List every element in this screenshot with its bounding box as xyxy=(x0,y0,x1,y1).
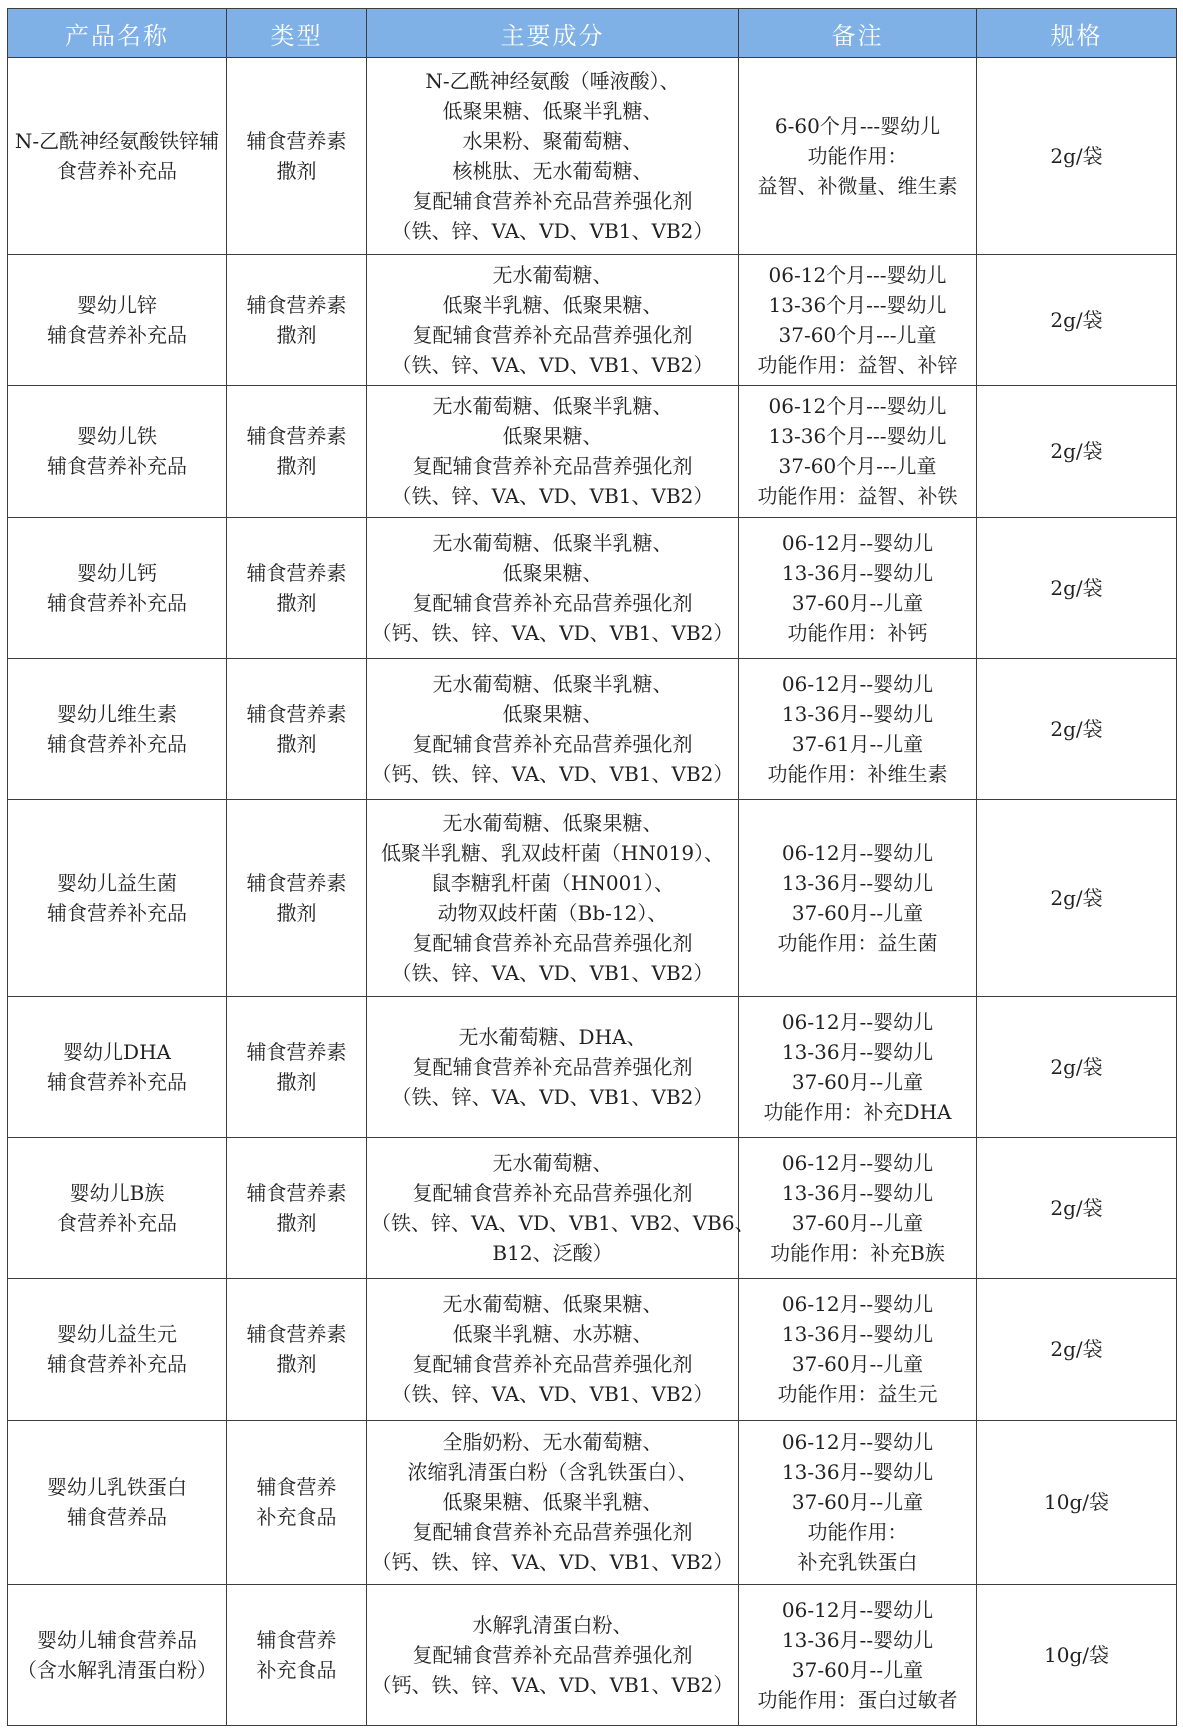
product-name-line: 婴幼儿铁 xyxy=(77,424,157,449)
ingredients-line: 复配辅食营养补充品营养强化剂 xyxy=(412,731,693,756)
product-name-cell xyxy=(8,58,227,255)
ingredients-line: 核桃肽、无水葡萄糖、 xyxy=(452,158,653,183)
product-name-cell xyxy=(8,1420,227,1584)
product-name-line: （含水解乳清蛋白粉） xyxy=(17,1657,217,1682)
product-name-cell xyxy=(8,1138,227,1279)
ingredients-cell xyxy=(367,1420,739,1584)
spec-cell: 10g/袋 xyxy=(977,1584,1177,1725)
ingredients-line: （铁、锌、VA、VD、VB1、VB2） xyxy=(391,352,714,377)
ingredients-line: 无水葡萄糖、低聚果糖、 xyxy=(442,810,663,835)
notes-cell xyxy=(739,800,977,997)
ingredients-line: 低聚果糖、低聚半乳糖、 xyxy=(442,98,663,123)
type-line: 补充食品 xyxy=(256,1505,337,1530)
header-notes: 备注 xyxy=(739,9,977,58)
type-line: 撒剂 xyxy=(276,731,317,756)
type-line: 撒剂 xyxy=(276,1211,317,1236)
notes-line: 06-12月--婴幼儿 xyxy=(781,671,934,696)
ingredients-line: （铁、锌、VA、VD、VB1、VB2） xyxy=(391,1084,714,1109)
type-cell xyxy=(227,254,367,385)
notes-cell xyxy=(739,996,977,1137)
notes-line: 06-12月--婴幼儿 xyxy=(781,1597,934,1622)
ingredients-cell xyxy=(367,386,739,517)
table-row xyxy=(8,254,1177,385)
spec-cell: 10g/袋 xyxy=(977,1420,1177,1584)
table-row xyxy=(8,1584,1177,1725)
notes-line: 13-36个月---婴幼儿 xyxy=(768,292,947,317)
header-type: 类型 xyxy=(227,9,367,58)
ingredients-line: 浓缩乳清蛋白粉（含乳铁蛋白）、 xyxy=(407,1460,698,1485)
notes-line: 益智、补微量、维生素 xyxy=(757,173,958,198)
spec-cell: 2g/袋 xyxy=(977,1279,1177,1420)
notes-line: 功能作用： xyxy=(807,1520,908,1545)
ingredients-line: （钙、铁、锌、VA、VD、VB1、VB2） xyxy=(371,620,734,645)
type-cell xyxy=(227,996,367,1137)
product-name-cell xyxy=(8,1584,227,1725)
ingredients-line: 复配辅食营养补充品营养强化剂 xyxy=(412,590,693,615)
type-cell xyxy=(227,1138,367,1279)
ingredients-line: 无水葡萄糖、低聚半乳糖、 xyxy=(432,671,673,696)
type-line: 撒剂 xyxy=(276,900,317,925)
notes-line: 37-60月--儿童 xyxy=(791,1211,924,1236)
product-name-line: 婴幼儿钙 xyxy=(77,560,157,585)
ingredients-cell xyxy=(367,1138,755,1279)
spec-cell: 2g/袋 xyxy=(977,386,1177,517)
type-line: 补充食品 xyxy=(256,1657,337,1682)
table-header-row xyxy=(8,9,1177,58)
product-name-line: 辅食营养品 xyxy=(67,1505,167,1530)
ingredients-line: 低聚半乳糖、乳双歧杆菌（HN019）、 xyxy=(380,840,725,865)
notes-cell xyxy=(739,1138,977,1279)
product-name-line: 婴幼儿DHA xyxy=(63,1039,171,1064)
product-name-cell xyxy=(8,996,227,1137)
table-row xyxy=(8,800,1177,997)
type-cell xyxy=(227,658,367,799)
ingredients-line: 低聚果糖、 xyxy=(502,560,603,585)
ingredients-line: （钙、铁、锌、VA、VD、VB1、VB2） xyxy=(371,761,734,786)
spec-cell: 2g/袋 xyxy=(977,658,1177,799)
type-line: 撒剂 xyxy=(276,1069,317,1094)
product-name-line: 婴幼儿益生菌 xyxy=(57,870,177,895)
table-row xyxy=(8,58,1177,255)
notes-line: 06-12月--婴幼儿 xyxy=(781,1151,934,1176)
spec-cell: 2g/袋 xyxy=(977,254,1177,385)
notes-line: 06-12月--婴幼儿 xyxy=(781,1292,934,1317)
type-line: 撒剂 xyxy=(276,590,317,615)
type-line: 撒剂 xyxy=(276,322,317,347)
spec-cell: 2g/袋 xyxy=(977,517,1177,658)
notes-cell xyxy=(739,1279,977,1420)
notes-line: 功能作用：补维生素 xyxy=(767,761,948,786)
product-name-line: 辅食营养补充品 xyxy=(47,1069,187,1094)
table-row xyxy=(8,1420,1177,1584)
notes-cell xyxy=(739,58,977,255)
type-line: 撒剂 xyxy=(276,1352,317,1377)
product-name-cell xyxy=(8,1279,227,1420)
notes-line: 13-36个月---婴幼儿 xyxy=(768,424,947,449)
ingredients-line: N-乙酰神经氨酸（唾液酸）、 xyxy=(425,68,680,93)
ingredients-line: 水解乳清蛋白粉、 xyxy=(472,1612,633,1637)
ingredients-line: 低聚果糖、 xyxy=(502,424,603,449)
ingredients-line: B12、泛酸） xyxy=(492,1241,613,1266)
ingredients-line: 全脂奶粉、无水葡萄糖、 xyxy=(442,1430,663,1455)
type-cell xyxy=(227,1584,367,1725)
notes-line: 37-60月--儿童 xyxy=(791,1352,924,1377)
ingredients-line: （铁、锌、VA、VD、VB1、VB2） xyxy=(391,960,714,985)
notes-line: 37-60个月---儿童 xyxy=(778,454,937,479)
product-name-line: 婴幼儿维生素 xyxy=(57,701,177,726)
notes-line: 06-12月--婴幼儿 xyxy=(781,1009,934,1034)
table-row xyxy=(8,517,1177,658)
ingredients-line: 无水葡萄糖、低聚半乳糖、 xyxy=(432,530,673,555)
ingredients-line: （钙、铁、锌、VA、VD、VB1、VB2） xyxy=(371,1672,734,1697)
ingredients-cell xyxy=(367,996,739,1137)
type-cell xyxy=(227,800,367,997)
spec-cell: 2g/袋 xyxy=(977,1138,1177,1279)
spec-cell: 2g/袋 xyxy=(977,800,1177,997)
ingredients-line: 鼠李糖乳杆菌（HN001）、 xyxy=(430,870,675,895)
product-name-cell xyxy=(8,254,227,385)
ingredients-line: 动物双歧杆菌（Bb-12）、 xyxy=(437,900,668,925)
ingredients-line: 复配辅食营养补充品营养强化剂 xyxy=(412,1352,693,1377)
ingredients-line: 无水葡萄糖、 xyxy=(492,262,613,287)
ingredients-cell xyxy=(367,1584,739,1725)
type-cell xyxy=(227,517,367,658)
notes-line: 功能作用：益生菌 xyxy=(777,930,938,955)
ingredients-line: 复配辅食营养补充品营养强化剂 xyxy=(412,930,693,955)
type-line: 辅食营养 xyxy=(256,1627,337,1652)
notes-line: 13-36月--婴幼儿 xyxy=(781,1322,934,1347)
notes-line: 37-60月--儿童 xyxy=(791,1657,924,1682)
table-row xyxy=(8,1138,1177,1279)
type-cell xyxy=(227,386,367,517)
table-row xyxy=(8,996,1177,1137)
product-name-line: 辅食营养补充品 xyxy=(47,731,187,756)
notes-cell xyxy=(739,254,977,385)
type-line: 撒剂 xyxy=(276,158,317,183)
ingredients-line: 无水葡萄糖、DHA、 xyxy=(458,1024,647,1049)
notes-line: 13-36月--婴幼儿 xyxy=(781,1627,934,1652)
ingredients-line: 复配辅食营养补充品营养强化剂 xyxy=(412,454,693,479)
ingredients-line: （钙、铁、锌、VA、VD、VB1、VB2） xyxy=(371,1550,734,1575)
header-ingredients: 主要成分 xyxy=(367,9,739,58)
ingredients-line: （铁、锌、VA、VD、VB1、VB2） xyxy=(391,218,714,243)
type-line: 辅食营养素 xyxy=(246,424,347,449)
ingredients-line: （铁、锌、VA、VD、VB1、VB2、VB6、 xyxy=(371,1211,755,1236)
notes-cell xyxy=(739,658,977,799)
notes-line: 06-12月--婴幼儿 xyxy=(781,530,934,555)
ingredients-cell xyxy=(367,1279,739,1420)
spec-cell: 2g/袋 xyxy=(977,996,1177,1137)
notes-line: 补充乳铁蛋白 xyxy=(797,1550,918,1575)
notes-line: 37-60月--儿童 xyxy=(791,590,924,615)
product-name-line: 辅食营养补充品 xyxy=(47,900,187,925)
product-name-line: 辅食营养补充品 xyxy=(47,322,187,347)
table-body xyxy=(8,58,1177,1726)
notes-line: 功能作用：补充DHA xyxy=(763,1099,952,1124)
table-row xyxy=(8,1279,1177,1420)
ingredients-line: 低聚半乳糖、水苏糖、 xyxy=(452,1322,653,1347)
notes-line: 功能作用： xyxy=(807,143,908,168)
notes-line: 功能作用：益智、补铁 xyxy=(757,484,958,509)
product-table xyxy=(7,8,1177,1726)
ingredients-line: 复配辅食营养补充品营养强化剂 xyxy=(412,322,693,347)
ingredients-line: 复配辅食营养补充品营养强化剂 xyxy=(412,1181,693,1206)
header-product-name: 产品名称 xyxy=(8,9,227,58)
table-row xyxy=(8,386,1177,517)
type-line: 辅食营养素 xyxy=(246,128,347,153)
product-name-line: 食营养补充品 xyxy=(57,1211,177,1236)
ingredients-line: 低聚果糖、低聚半乳糖、 xyxy=(442,1490,663,1515)
type-line: 撒剂 xyxy=(276,454,317,479)
ingredients-line: 复配辅食营养补充品营养强化剂 xyxy=(412,1054,693,1079)
ingredients-line: 无水葡萄糖、低聚果糖、 xyxy=(442,1292,663,1317)
product-name-cell xyxy=(8,386,227,517)
product-name-cell xyxy=(8,658,227,799)
notes-line: 功能作用：蛋白过敏者 xyxy=(757,1687,958,1712)
type-cell xyxy=(227,58,367,255)
notes-line: 6-60个月---婴幼儿 xyxy=(774,113,941,138)
header-spec: 规格 xyxy=(977,9,1177,58)
notes-line: 功能作用：补钙 xyxy=(787,620,928,645)
type-line: 辅食营养素 xyxy=(246,701,347,726)
table-row xyxy=(8,658,1177,799)
type-line: 辅食营养素 xyxy=(246,870,347,895)
notes-line: 13-36月--婴幼儿 xyxy=(781,1460,934,1485)
ingredients-cell xyxy=(367,800,739,997)
ingredients-cell xyxy=(367,254,739,385)
ingredients-line: 低聚半乳糖、低聚果糖、 xyxy=(442,292,663,317)
ingredients-line: 复配辅食营养补充品营养强化剂 xyxy=(412,188,693,213)
product-name-line: 辅食营养补充品 xyxy=(47,1352,187,1377)
product-name-line: 婴幼儿乳铁蛋白 xyxy=(47,1475,187,1500)
product-name-line: 婴幼儿B族 xyxy=(69,1181,165,1206)
notes-line: 37-60个月---儿童 xyxy=(778,322,937,347)
ingredients-cell xyxy=(367,658,739,799)
type-line: 辅食营养素 xyxy=(246,1322,347,1347)
notes-line: 13-36月--婴幼儿 xyxy=(781,1039,934,1064)
notes-cell xyxy=(739,517,977,658)
type-cell xyxy=(227,1279,367,1420)
notes-line: 13-36月--婴幼儿 xyxy=(781,870,934,895)
product-name-line: 婴幼儿辅食营养品 xyxy=(37,1627,197,1652)
notes-line: 37-61月--儿童 xyxy=(791,731,924,756)
ingredients-line: 复配辅食营养补充品营养强化剂 xyxy=(412,1642,693,1667)
ingredients-cell xyxy=(367,58,739,255)
notes-line: 13-36月--婴幼儿 xyxy=(781,701,934,726)
notes-cell xyxy=(739,1420,977,1584)
product-name-cell xyxy=(8,800,227,997)
notes-line: 功能作用：益生元 xyxy=(777,1382,938,1407)
product-name-line: 婴幼儿益生元 xyxy=(57,1322,177,1347)
notes-line: 13-36月--婴幼儿 xyxy=(781,1181,934,1206)
ingredients-line: 水果粉、聚葡萄糖、 xyxy=(462,128,643,153)
type-line: 辅食营养 xyxy=(256,1475,337,1500)
notes-line: 06-12月--婴幼儿 xyxy=(781,1430,934,1455)
product-name-cell xyxy=(8,517,227,658)
notes-cell xyxy=(739,1584,977,1725)
notes-line: 06-12个月---婴幼儿 xyxy=(768,394,947,419)
product-name-line: 婴幼儿锌 xyxy=(77,292,157,317)
type-line: 辅食营养素 xyxy=(246,1181,347,1206)
notes-line: 06-12个月---婴幼儿 xyxy=(768,262,947,287)
ingredients-line: 无水葡萄糖、低聚半乳糖、 xyxy=(432,394,673,419)
type-line: 辅食营养素 xyxy=(246,560,347,585)
notes-line: 功能作用：益智、补锌 xyxy=(757,352,958,377)
ingredients-line: （铁、锌、VA、VD、VB1、VB2） xyxy=(391,1382,714,1407)
product-name-line: N-乙酰神经氨酸铁锌辅食营养补充品 xyxy=(14,128,220,183)
spec-cell: 2g/袋 xyxy=(977,58,1177,255)
type-line: 辅食营养素 xyxy=(246,292,347,317)
product-name-line: 辅食营养补充品 xyxy=(47,590,187,615)
ingredients-line: 低聚果糖、 xyxy=(502,701,603,726)
ingredients-line: 无水葡萄糖、 xyxy=(492,1151,613,1176)
notes-line: 37-60月--儿童 xyxy=(791,900,924,925)
type-line: 辅食营养素 xyxy=(246,1039,347,1064)
ingredients-line: 复配辅食营养补充品营养强化剂 xyxy=(412,1520,693,1545)
notes-line: 06-12月--婴幼儿 xyxy=(781,840,934,865)
ingredients-line: （铁、锌、VA、VD、VB1、VB2） xyxy=(391,484,714,509)
notes-line: 37-60月--儿童 xyxy=(791,1490,924,1515)
notes-line: 37-60月--儿童 xyxy=(791,1069,924,1094)
notes-line: 功能作用：补充B族 xyxy=(770,1241,945,1266)
product-name-line: 辅食营养补充品 xyxy=(47,454,187,479)
notes-cell xyxy=(739,386,977,517)
notes-line: 13-36月--婴幼儿 xyxy=(781,560,934,585)
type-cell xyxy=(227,1420,367,1584)
ingredients-cell xyxy=(367,517,739,658)
